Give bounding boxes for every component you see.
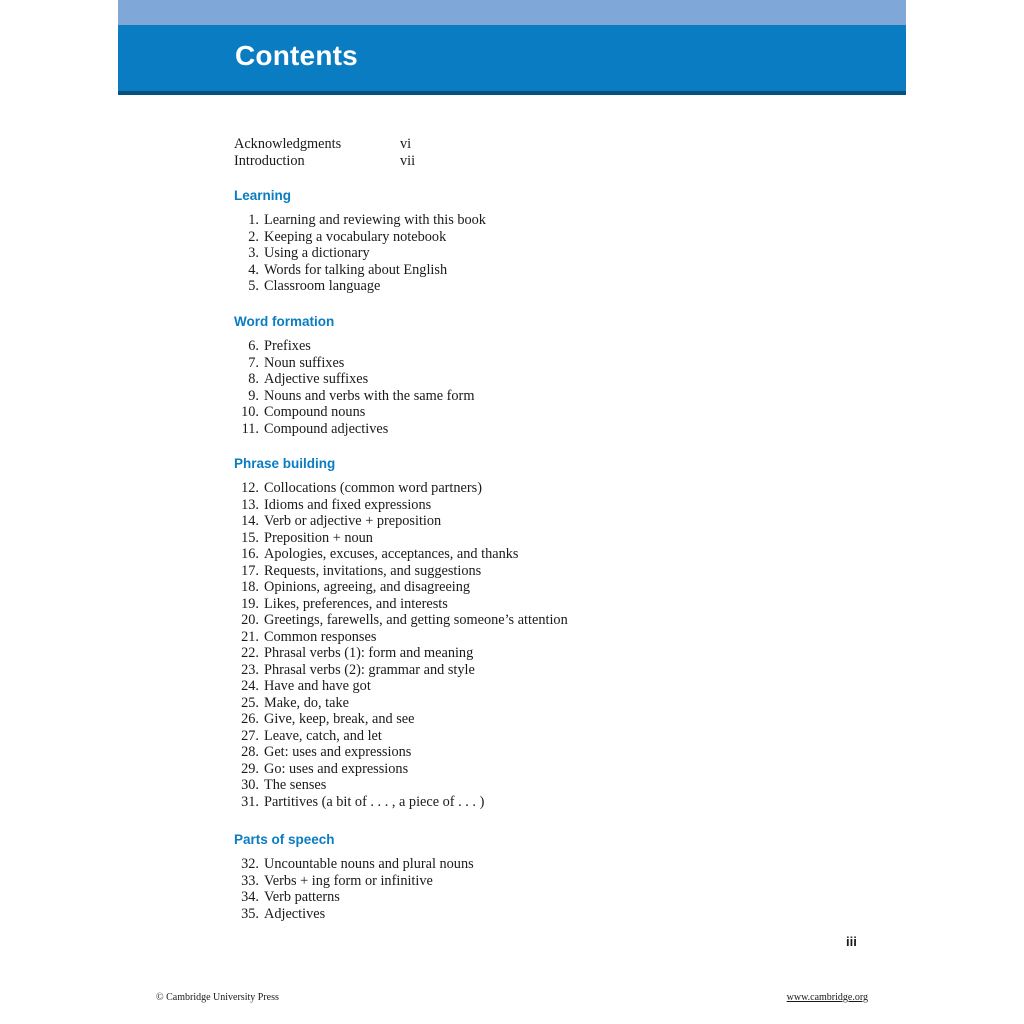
unit-title: Go: uses and expressions bbox=[264, 760, 409, 777]
unit-number: 26. bbox=[241, 711, 259, 727]
unit-item[interactable] bbox=[234, 388, 834, 405]
unit-title: Nouns and verbs with the same form bbox=[264, 387, 475, 404]
unit-title: Get: uses and expressions bbox=[264, 744, 412, 760]
unit-number: 11. bbox=[241, 420, 259, 437]
unit-item[interactable] bbox=[234, 579, 834, 596]
unit-title: Learning and reviewing with this book bbox=[264, 212, 486, 228]
front-matter-list bbox=[234, 136, 534, 169]
section-word-formation bbox=[234, 313, 834, 437]
unit-title: Compound nouns bbox=[264, 404, 366, 420]
section-heading: Learning bbox=[234, 188, 292, 203]
unit-number: 35. bbox=[241, 905, 259, 922]
unit-number: 27. bbox=[241, 727, 259, 744]
unit-item[interactable] bbox=[234, 497, 834, 514]
unit-item[interactable] bbox=[234, 906, 834, 923]
header-band-top bbox=[118, 0, 906, 25]
front-matter-page: vi bbox=[400, 136, 412, 152]
unit-number: 4. bbox=[248, 261, 259, 278]
section-heading: Word formation bbox=[234, 314, 335, 329]
unit-item[interactable] bbox=[234, 530, 834, 547]
section-heading: Phrase building bbox=[234, 456, 336, 471]
unit-item[interactable] bbox=[234, 629, 834, 646]
unit-title: The senses bbox=[264, 777, 327, 793]
unit-title: Partitives (a bit of . . . , a piece of . . . ) bbox=[264, 793, 485, 810]
unit-title: Apologies, excuses, acceptances, and thanks bbox=[264, 546, 519, 562]
unit-item[interactable] bbox=[234, 761, 834, 778]
unit-number: 22. bbox=[241, 645, 259, 661]
page-title: Contents bbox=[235, 40, 358, 71]
unit-number: 25. bbox=[241, 694, 259, 711]
front-matter-item[interactable] bbox=[234, 136, 534, 153]
unit-item[interactable] bbox=[234, 777, 834, 794]
unit-number: 18. bbox=[241, 579, 259, 595]
unit-number: 13. bbox=[241, 496, 259, 513]
unit-number: 33. bbox=[241, 872, 259, 889]
front-matter-label: Acknowledgments bbox=[234, 136, 342, 152]
unit-item[interactable] bbox=[234, 262, 834, 279]
unit-item[interactable] bbox=[234, 229, 834, 246]
unit-title: Idioms and fixed expressions bbox=[264, 496, 432, 513]
front-matter-page: vii bbox=[400, 152, 416, 169]
unit-title: Verb or adjective + preposition bbox=[264, 513, 442, 529]
unit-number: 30. bbox=[241, 777, 259, 793]
unit-item[interactable] bbox=[234, 404, 834, 421]
unit-title: Likes, preferences, and interests bbox=[264, 595, 448, 612]
unit-number: 10. bbox=[241, 404, 259, 420]
unit-number: 34. bbox=[241, 889, 259, 905]
unit-item[interactable] bbox=[234, 513, 834, 530]
unit-number: 16. bbox=[241, 546, 259, 562]
unit-title: Give, keep, break, and see bbox=[264, 711, 415, 727]
unit-item[interactable] bbox=[234, 728, 834, 745]
unit-title: Adjective suffixes bbox=[264, 371, 369, 387]
unit-number: 23. bbox=[241, 661, 259, 678]
unit-item[interactable] bbox=[234, 678, 834, 695]
unit-item[interactable] bbox=[234, 695, 834, 712]
unit-title: Have and have got bbox=[264, 678, 371, 694]
section-learning bbox=[234, 187, 834, 295]
unit-item[interactable] bbox=[234, 645, 834, 662]
unit-title: Opinions, agreeing, and disagreeing bbox=[264, 579, 471, 595]
unit-item[interactable] bbox=[234, 563, 834, 580]
unit-item[interactable] bbox=[234, 245, 834, 262]
unit-item[interactable] bbox=[234, 873, 834, 890]
unit-item[interactable] bbox=[234, 480, 834, 497]
unit-number: 29. bbox=[241, 760, 259, 777]
unit-title: Classroom language bbox=[264, 278, 381, 294]
unit-number: 15. bbox=[241, 529, 259, 546]
unit-title: Phrasal verbs (1): form and meaning bbox=[264, 645, 474, 661]
unit-number: 6. bbox=[248, 338, 259, 354]
footer-copyright: © Cambridge University Press bbox=[156, 992, 279, 1003]
unit-title: Collocations (common word partners) bbox=[264, 480, 482, 496]
section-parts-of-speech bbox=[234, 831, 834, 922]
unit-title: Compound adjectives bbox=[264, 420, 389, 437]
unit-item[interactable] bbox=[234, 794, 834, 811]
unit-number: 32. bbox=[241, 856, 259, 872]
unit-title: Greetings, farewells, and getting someone’s attention bbox=[264, 612, 568, 628]
unit-item[interactable] bbox=[234, 212, 834, 229]
unit-number: 1. bbox=[248, 212, 259, 228]
unit-item[interactable] bbox=[234, 856, 834, 873]
footer-website-link[interactable]: www.cambridge.org bbox=[786, 992, 868, 1003]
unit-title: Keeping a vocabulary notebook bbox=[264, 228, 447, 245]
front-matter-label: Introduction bbox=[234, 152, 305, 169]
unit-number: 24. bbox=[241, 678, 259, 694]
unit-number: 5. bbox=[248, 278, 259, 294]
page-number: iii bbox=[846, 934, 857, 949]
unit-title: Prefixes bbox=[264, 338, 311, 354]
unit-title: Verbs + ing form or infinitive bbox=[264, 872, 433, 889]
header-band-shadow bbox=[118, 91, 906, 95]
unit-number: 21. bbox=[241, 628, 259, 645]
unit-title: Using a dictionary bbox=[264, 245, 370, 261]
unit-title: Preposition + noun bbox=[264, 529, 373, 546]
unit-item[interactable] bbox=[234, 662, 834, 679]
unit-number: 31. bbox=[241, 793, 259, 810]
unit-title: Noun suffixes bbox=[264, 354, 345, 371]
unit-number: 14. bbox=[241, 513, 259, 529]
unit-title: Words for talking about English bbox=[264, 261, 448, 278]
unit-title: Make, do, take bbox=[264, 694, 349, 711]
unit-number: 20. bbox=[241, 612, 259, 628]
unit-title: Verb patterns bbox=[264, 889, 340, 905]
unit-number: 12. bbox=[241, 480, 259, 496]
unit-number: 8. bbox=[248, 371, 259, 387]
unit-item[interactable] bbox=[234, 338, 834, 355]
unit-title: Common responses bbox=[264, 628, 377, 645]
unit-item[interactable] bbox=[234, 889, 834, 906]
unit-item[interactable] bbox=[234, 612, 834, 629]
front-matter-item[interactable] bbox=[234, 153, 534, 170]
unit-number: 3. bbox=[248, 245, 259, 261]
unit-item[interactable] bbox=[234, 355, 834, 372]
unit-title: Uncountable nouns and plural nouns bbox=[264, 856, 474, 872]
unit-number: 28. bbox=[241, 744, 259, 760]
section-phrase-building bbox=[234, 455, 834, 810]
unit-item[interactable] bbox=[234, 744, 834, 761]
unit-item[interactable] bbox=[234, 371, 834, 388]
unit-item[interactable] bbox=[234, 278, 834, 295]
unit-title: Requests, invitations, and suggestions bbox=[264, 562, 482, 579]
unit-item[interactable] bbox=[234, 421, 834, 438]
unit-title: Phrasal verbs (2): grammar and style bbox=[264, 661, 475, 678]
unit-item[interactable] bbox=[234, 546, 834, 563]
unit-title: Adjectives bbox=[264, 905, 326, 922]
unit-number: 7. bbox=[248, 354, 259, 371]
unit-number: 19. bbox=[241, 595, 259, 612]
section-heading: Parts of speech bbox=[234, 832, 335, 847]
unit-item[interactable] bbox=[234, 711, 834, 728]
unit-number: 17. bbox=[241, 562, 259, 579]
unit-number: 2. bbox=[248, 228, 259, 245]
unit-number: 9. bbox=[248, 387, 259, 404]
unit-item[interactable] bbox=[234, 596, 834, 613]
unit-title: Leave, catch, and let bbox=[264, 727, 382, 744]
